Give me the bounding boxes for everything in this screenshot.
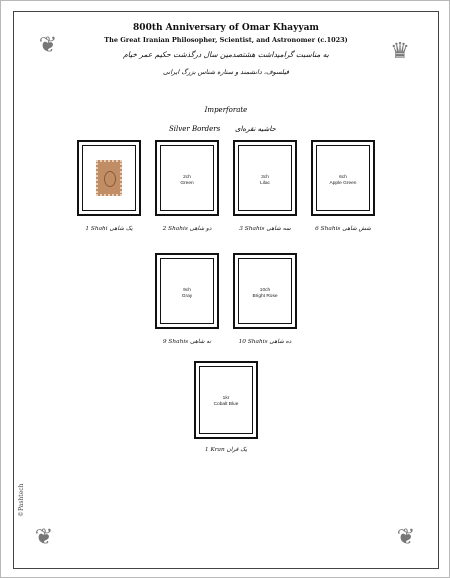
stamp-space-9-shahis: 9ch Gray [155, 253, 219, 329]
ornament-top-left-icon: ❦ [38, 33, 58, 58]
persian-title-line2: فیلسوف، دانشمند و ستاره شناس بزرگ ایرانی [162, 68, 290, 76]
stamp-space-1-shahi [77, 140, 141, 216]
stamp-caption-3-shahis: 3 Shahis سه شاهی [239, 226, 291, 232]
persian-title-line1: به مناسبت گرامیداشت هشتصدمین سال درگذشت حکیم عمر خیام [123, 50, 329, 59]
stamp-space-1-kran: 1kr Cobalt Blue [194, 361, 258, 439]
page-title: 800th Anniversary of Omar Khayyam [133, 23, 319, 33]
page-subtitle: The Great Iranian Philosopher, Scientist, and Astronomer (c.1023) [104, 36, 348, 44]
ornament-bottom-left-icon: ❦ [34, 525, 54, 550]
stamp-space-2-shahis: 2ch Green [155, 140, 219, 216]
stamp-image [96, 160, 122, 196]
album-frame [13, 11, 439, 569]
stamp-caption-1-shahi: 1 Shahi یک شاهی [85, 226, 133, 232]
stamp-caption-2-shahis: 2 Shahis دو شاهی [162, 226, 212, 232]
stamp-caption-9-shahis: 9 Shahis نه شاهی [162, 339, 212, 345]
signature: ©Pashtech [18, 483, 25, 517]
stamp-caption-10-shahis: 10 Shahis ده شاهی [238, 339, 292, 345]
stamp-space-10-shahis: 10ch Bright Rose [233, 253, 297, 329]
silver-borders-label: Silver Borders [169, 125, 221, 133]
stamp-space-3-shahis: 3ch Lilac [233, 140, 297, 216]
stamp-caption-6-shahis: 6 Shahis شش شاهی [315, 226, 371, 232]
stamp-caption-1-kran: 1 Kran یک قران [204, 447, 248, 453]
emblem-crown-icon: ♛ [390, 39, 410, 64]
silver-borders-label-fa: حاشیه نقره‌ای [235, 125, 276, 133]
stamp-space-6-shahis: 6ch Apple Green [311, 140, 375, 216]
ornament-bottom-right-icon: ❦ [396, 525, 416, 550]
imperforate-label: Imperforate [204, 106, 248, 114]
